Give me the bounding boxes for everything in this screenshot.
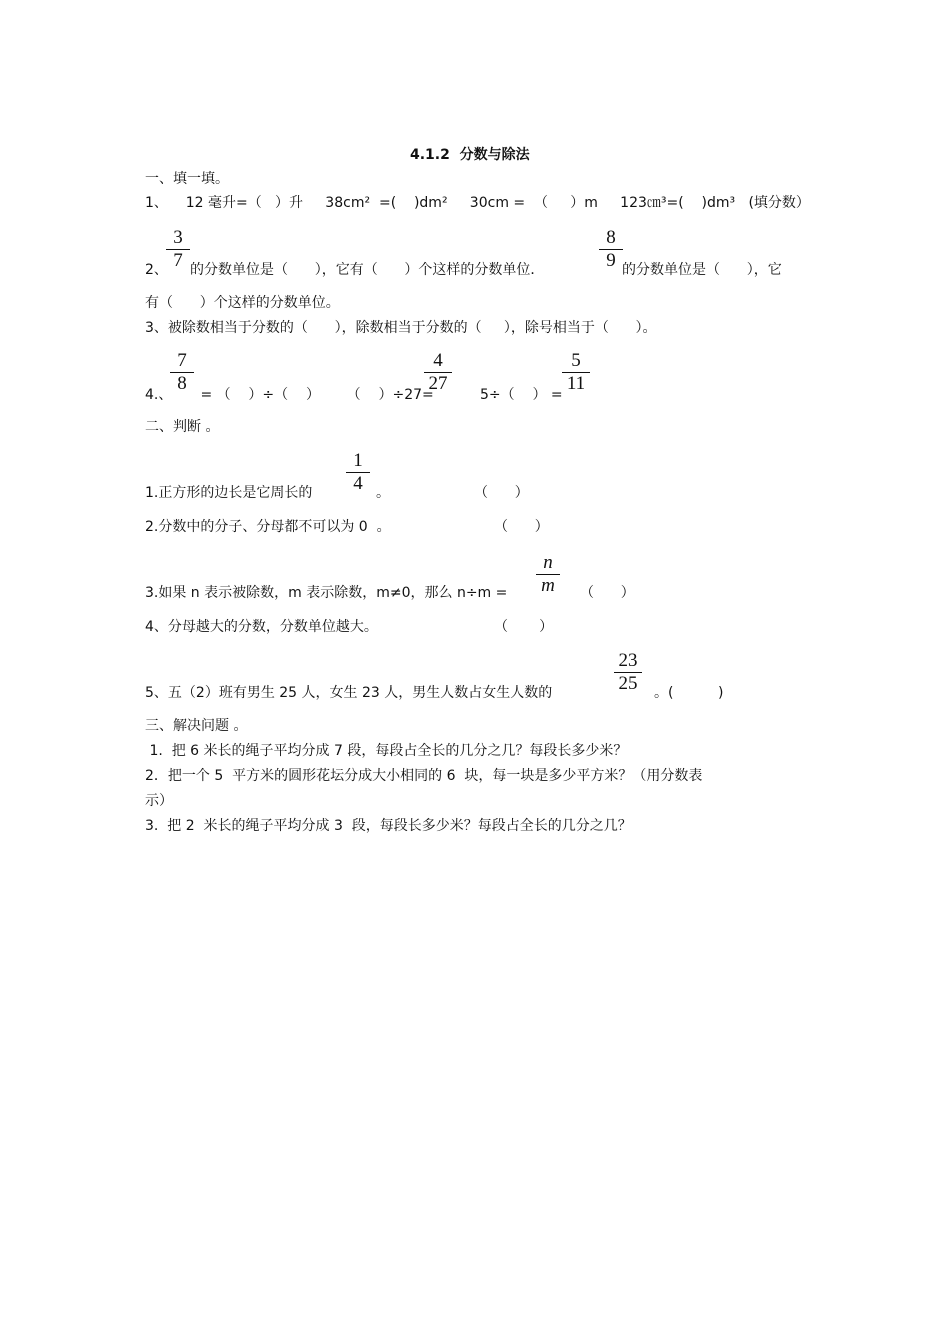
section1-heading: 一、填一填。 — [145, 171, 229, 187]
denominator: m — [541, 575, 555, 596]
fraction-1-4 — [346, 451, 370, 494]
problem-1: 1. 把 6 米长的绳子平均分成 7 段，每段占全长的几分之几？每段长多少米？ — [145, 743, 628, 759]
fraction-7-8 — [170, 351, 194, 394]
numerator: 7 — [177, 350, 187, 371]
numerator: 8 — [606, 227, 616, 248]
question-4-text-b: 5÷（ ） = — [480, 387, 563, 403]
numerator: n — [543, 552, 553, 573]
problem-3: 3. 把 2 米长的绳子平均分成 3 段，每段长多少米？每段占全长的几分之几？ — [145, 818, 632, 834]
numerator: 23 — [618, 650, 638, 671]
section3-heading: 三、解决问题 。 — [145, 718, 248, 734]
judge-5-text: 5、五（2）班有男生 25 人，女生 23 人，男生人数占女生人数的 — [145, 685, 553, 701]
section2-heading: 二、判断 。 — [145, 419, 220, 435]
numerator: 1 — [353, 450, 363, 471]
judge-3-answer-paren[interactable]: （ ） — [580, 585, 635, 601]
judge-1-text: 1.正方形的边长是它周长的 — [145, 485, 313, 501]
question-4-prefix: 4.、 — [145, 387, 173, 403]
question-2-text-a: 的分数单位是（ ），它有（ ）个这样的分数单位． — [190, 262, 545, 278]
fraction-n-m — [536, 553, 560, 596]
judge-2-answer-paren[interactable]: （ ） — [494, 519, 549, 535]
question-4-text-a: = （ ）÷（ ） （ ）÷27= — [196, 387, 434, 403]
numerator: 5 — [571, 350, 581, 371]
denominator: 9 — [606, 250, 616, 271]
judge-4-answer-paren[interactable]: （ ） — [494, 619, 554, 635]
fraction-23-25 — [614, 651, 642, 694]
denominator: 25 — [618, 673, 638, 694]
denominator: 4 — [353, 473, 363, 494]
denominator: 7 — [173, 250, 183, 271]
page-title: 4.1.2 分数与除法 — [410, 147, 530, 163]
judge-2-text: 2.分数中的分子、分母都不可以为 0 。 — [145, 519, 391, 535]
numerator: 3 — [173, 227, 183, 248]
question-2-text-b: 的分数单位是（ ），它 — [622, 262, 782, 278]
question-3: 3、被除数相当于分数的（ ），除数相当于分数的（ ），除号相当于（ ）。 — [145, 320, 657, 336]
judge-1-answer-paren[interactable]: （ ） — [474, 485, 529, 501]
fraction-4-27 — [424, 351, 452, 394]
judge-4-text: 4、分母越大的分数，分数单位越大。 — [145, 619, 378, 635]
question-1: 1、 12 毫升=（ ）升 38cm² =( )dm² 30cm = （ ）m 123㎝³=( )dm³ (填分数） — [145, 195, 810, 211]
fraction-8-9 — [599, 228, 623, 271]
problem-2-line1: 2．把一个 5 平方米的圆形花坛分成大小相同的 6 块，每一块是多少平方米？（用分数表 — [145, 768, 703, 784]
fraction-5-11 — [562, 351, 590, 394]
judge-1-tail: 。 — [376, 485, 390, 501]
numerator: 4 — [433, 350, 443, 371]
fraction-3-7 — [166, 228, 190, 271]
judge-3-text: 3.如果 n 表示被除数，m 表示除数，m≠0，那么 n÷m = — [145, 585, 508, 601]
denominator: 8 — [177, 373, 187, 394]
denominator: 27 — [428, 373, 448, 394]
question-2-line2: 有（ ）个这样的分数单位。 — [145, 295, 340, 311]
question-2-prefix: 2、 — [145, 262, 168, 278]
judge-5-answer-paren[interactable]: 。( ) — [654, 685, 724, 701]
denominator: 11 — [566, 373, 586, 394]
problem-2-line2: 示） — [145, 793, 173, 809]
